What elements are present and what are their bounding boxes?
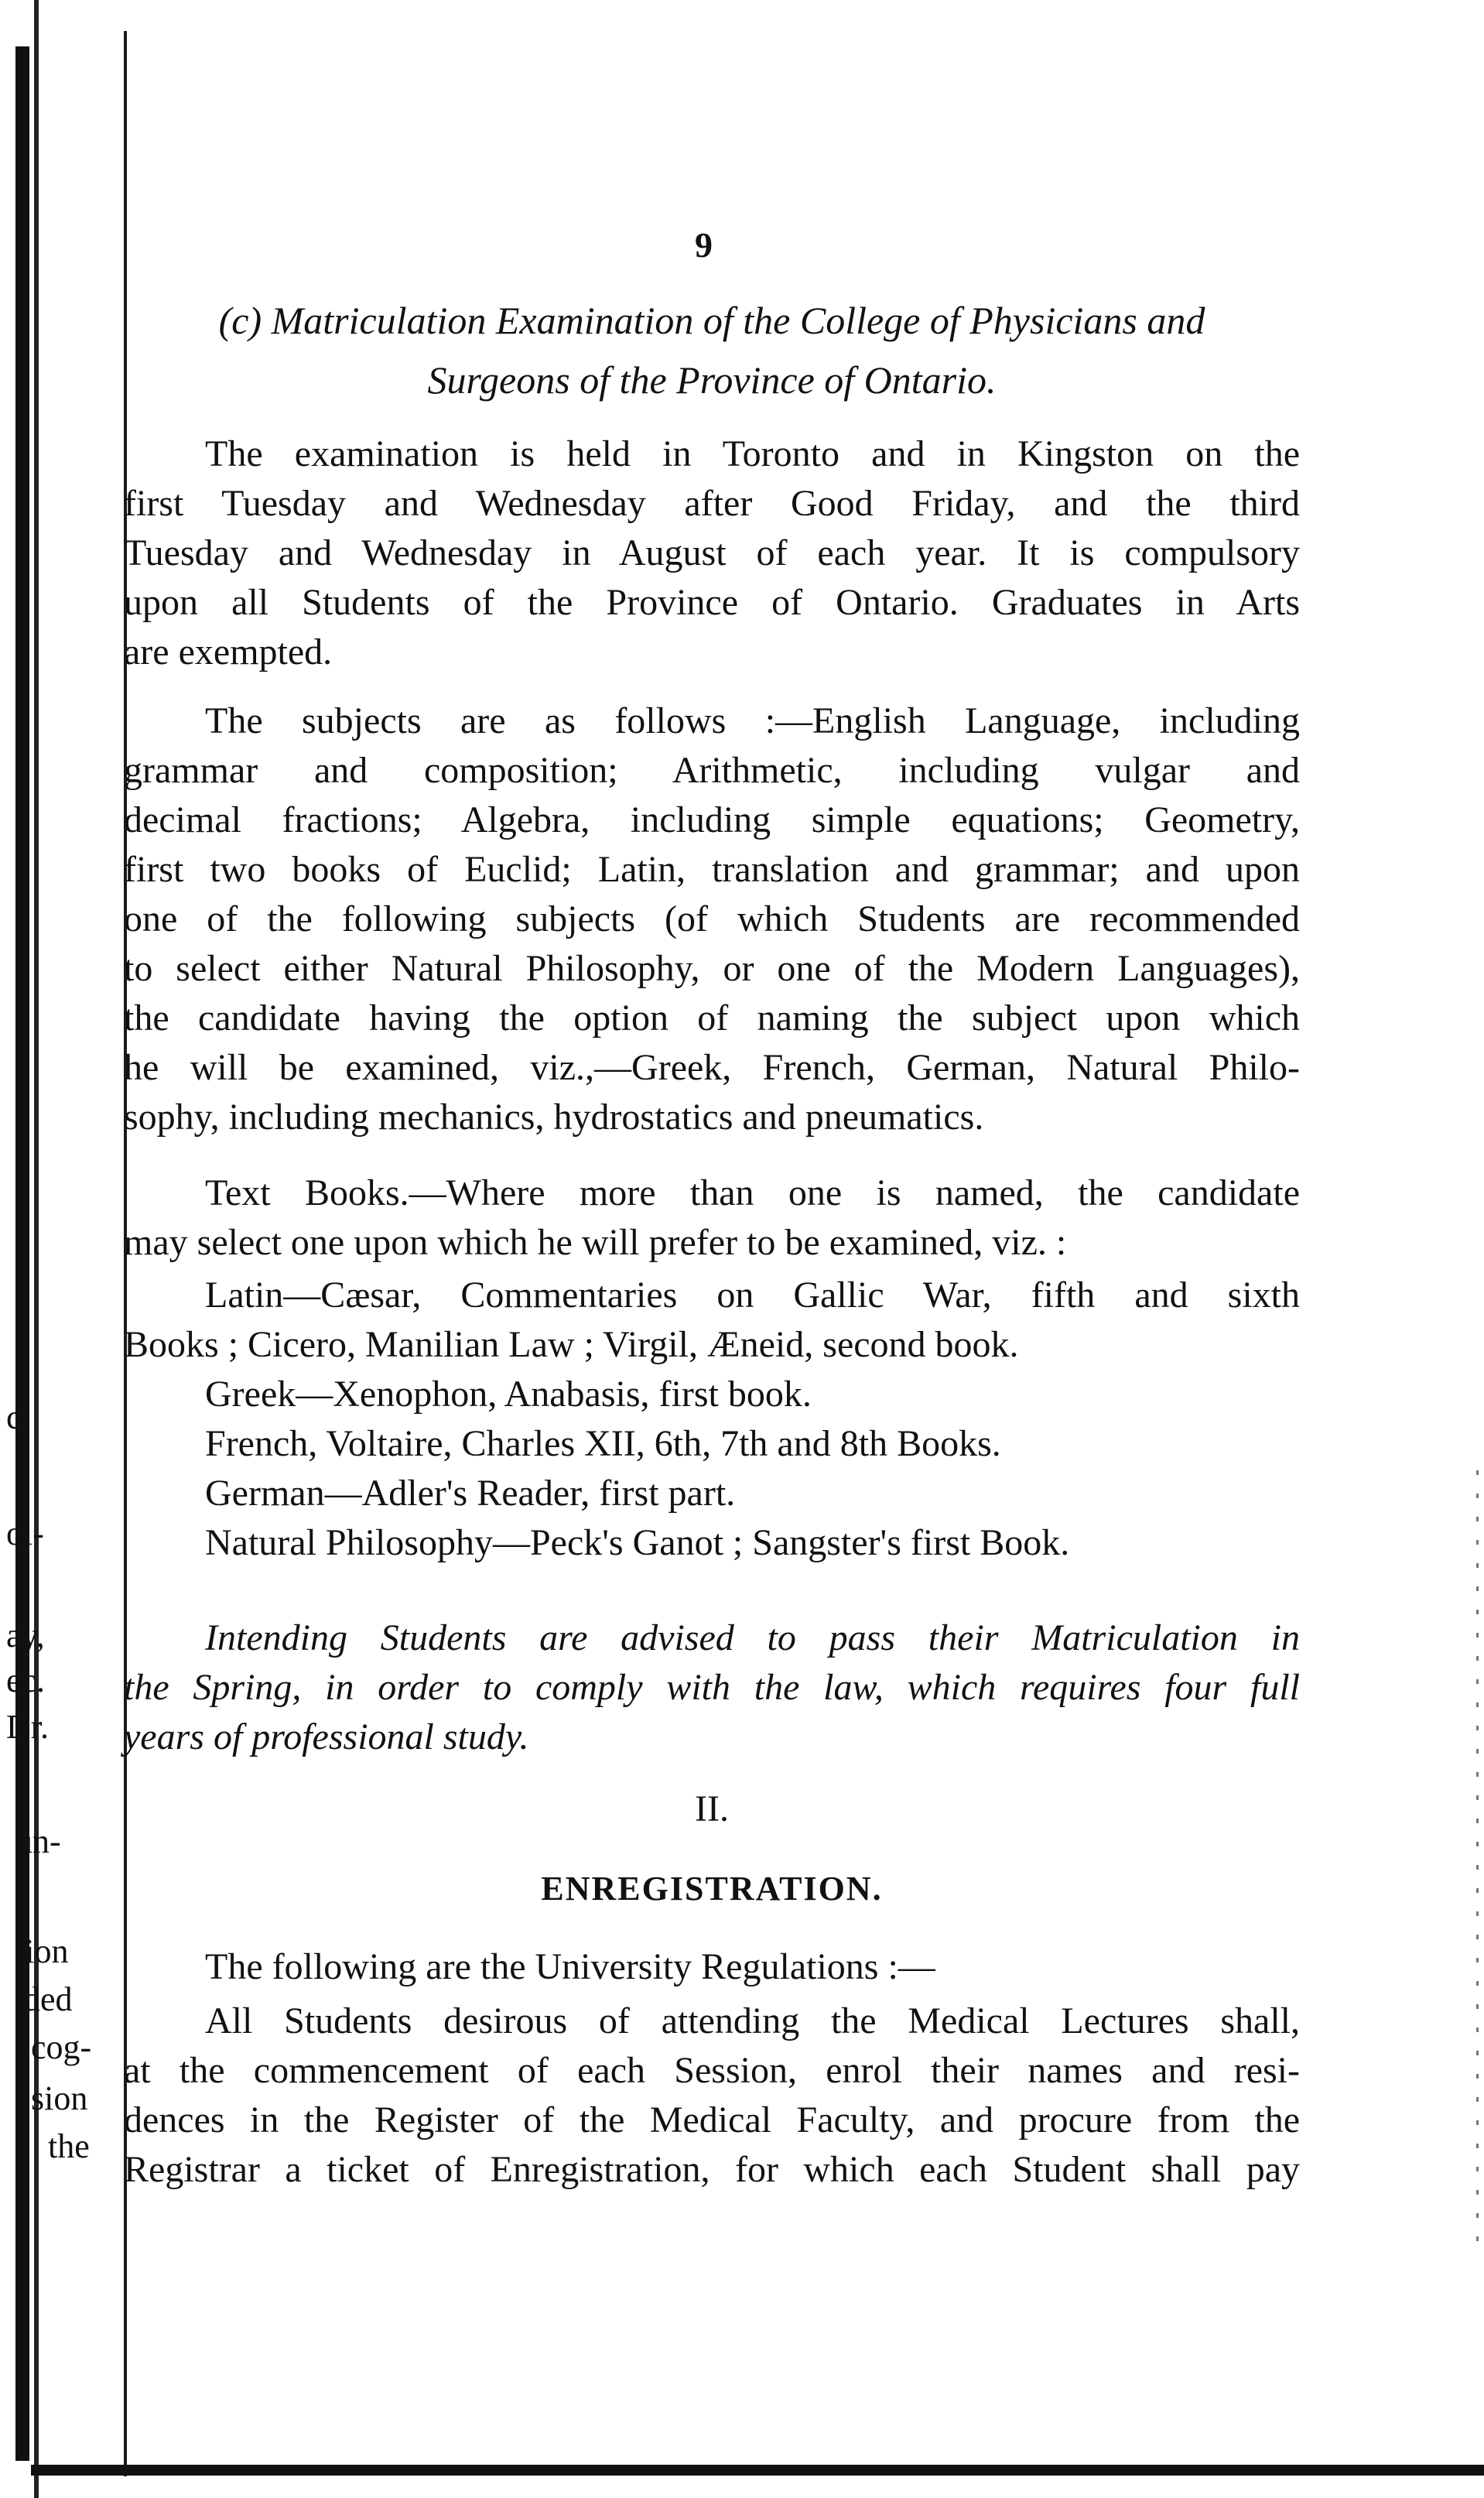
paragraph-regulations-intro <box>124 1942 1300 1992</box>
paragraph-enrolment <box>124 1997 1300 2195</box>
paragraph-advice <box>124 1613 1300 1762</box>
paragraph-examination-dates <box>124 429 1300 677</box>
textbook-item: German—Adler's Reader, first part. <box>205 1473 736 1514</box>
text-line: sophy, including mechanics, hydrostatics and pneumatics. <box>124 1097 984 1138</box>
text-line: one of the following subjects (of which Students are recommended <box>124 898 1300 939</box>
margin-fragment: cog- <box>31 2028 92 2066</box>
text-line: Registrar a ticket of Enregistration, for which each Student shall pay <box>124 2149 1300 2190</box>
page-number: 9 <box>695 225 713 265</box>
margin-fragment: the <box>48 2127 90 2165</box>
text-line: the candidate having the option of naming the subject upon which <box>124 997 1300 1039</box>
top-edge-marks <box>805 0 1478 9</box>
right-edge-marks <box>1476 1470 1479 2244</box>
section-heading-line-1: (c) Matriculation Examination of the College of Physicians and <box>218 299 1205 342</box>
text-line: years of professional study. <box>124 1716 529 1757</box>
margin-fragment: ec. <box>6 1661 46 1699</box>
text-line: Text Books.—Where more than one is named, the candidate <box>205 1172 1300 1213</box>
paragraph-latin-books <box>124 1271 1300 1370</box>
margin-fragment: ded <box>23 1980 73 2018</box>
margin-fragment: c, <box>6 1398 30 1436</box>
text-line: Books ; Cicero, Manilian Law ; Virgil, Æneid, second book. <box>124 1324 1019 1365</box>
text-line: may select one upon which he will prefer to be examined, viz. : <box>124 1222 1067 1263</box>
text-line: The examination is held in Toronto and in Kingston on the <box>205 433 1300 474</box>
text-line: first Tuesday and Wednesday after Good Friday, and the third <box>124 483 1300 524</box>
paragraph-subjects <box>124 696 1300 1142</box>
section-title: ENREGISTRATION. <box>541 1870 883 1908</box>
text-line: Intending Students are advised to pass their Matriculation in <box>205 1617 1300 1658</box>
text-line: Tuesday and Wednesday in August of each year. It is compulsory <box>124 532 1300 573</box>
text-line: upon all Students of the Province of Ontario. Graduates in Arts <box>124 582 1300 623</box>
text-line: are exempted. <box>124 631 333 672</box>
paragraph-text-books <box>124 1169 1300 1268</box>
textbook-item: Greek—Xenophon, Anabasis, first book. <box>205 1374 812 1415</box>
binding-edge <box>34 0 39 2498</box>
margin-fragment: ay, <box>6 1617 45 1654</box>
margin-fragment: ol- <box>6 1514 44 1552</box>
section-number: II. <box>695 1788 729 1829</box>
text-line: The following are the University Regulations :— <box>205 1946 935 1987</box>
textbook-item: Natural Philosophy—Peck's Ganot ; Sangster's first Book. <box>205 1522 1070 1563</box>
text-line: grammar and composition; Arithmetic, including vulgar and <box>124 750 1300 791</box>
margin-fragment: un- <box>15 1822 61 1860</box>
text-line: at the commencement of each Session, enrol their names and resi- <box>124 2050 1300 2091</box>
margin-fragment: sion <box>31 2079 88 2117</box>
text-line: first two books of Euclid; Latin, translation and grammar; and upon <box>124 849 1300 890</box>
text-line: to select either Natural Philosophy, or one of the Modern Languages), <box>124 948 1300 989</box>
margin-fragment: Dr. <box>6 1708 49 1746</box>
text-line: the Spring, in order to comply with the law, which requires four full <box>124 1667 1300 1708</box>
textbook-item: French, Voltaire, Charles XII, 6th, 7th and 8th Books. <box>205 1423 1001 1464</box>
text-line: dences in the Register of the Medical Faculty, and procure from the <box>124 2099 1300 2140</box>
text-line: All Students desirous of attending the Medical Lectures shall, <box>205 2000 1300 2041</box>
text-line: The subjects are as follows :—English Language, including <box>205 700 1300 741</box>
margin-fragment: tion <box>15 1932 69 1970</box>
textbook-list <box>205 1370 1069 1568</box>
binding-shadow <box>15 46 29 2461</box>
text-line: Latin—Cæsar, Commentaries on Gallic War, fifth and sixth <box>205 1275 1300 1316</box>
section-heading-line-2: Surgeons of the Province of Ontario. <box>427 358 997 402</box>
bottom-edge-shadow <box>31 2465 1484 2476</box>
text-line: decimal fractions; Algebra, including simple equations; Geometry, <box>124 799 1300 840</box>
text-line: he will be examined, viz.,—Greek, French, German, Natural Philo- <box>124 1047 1300 1088</box>
